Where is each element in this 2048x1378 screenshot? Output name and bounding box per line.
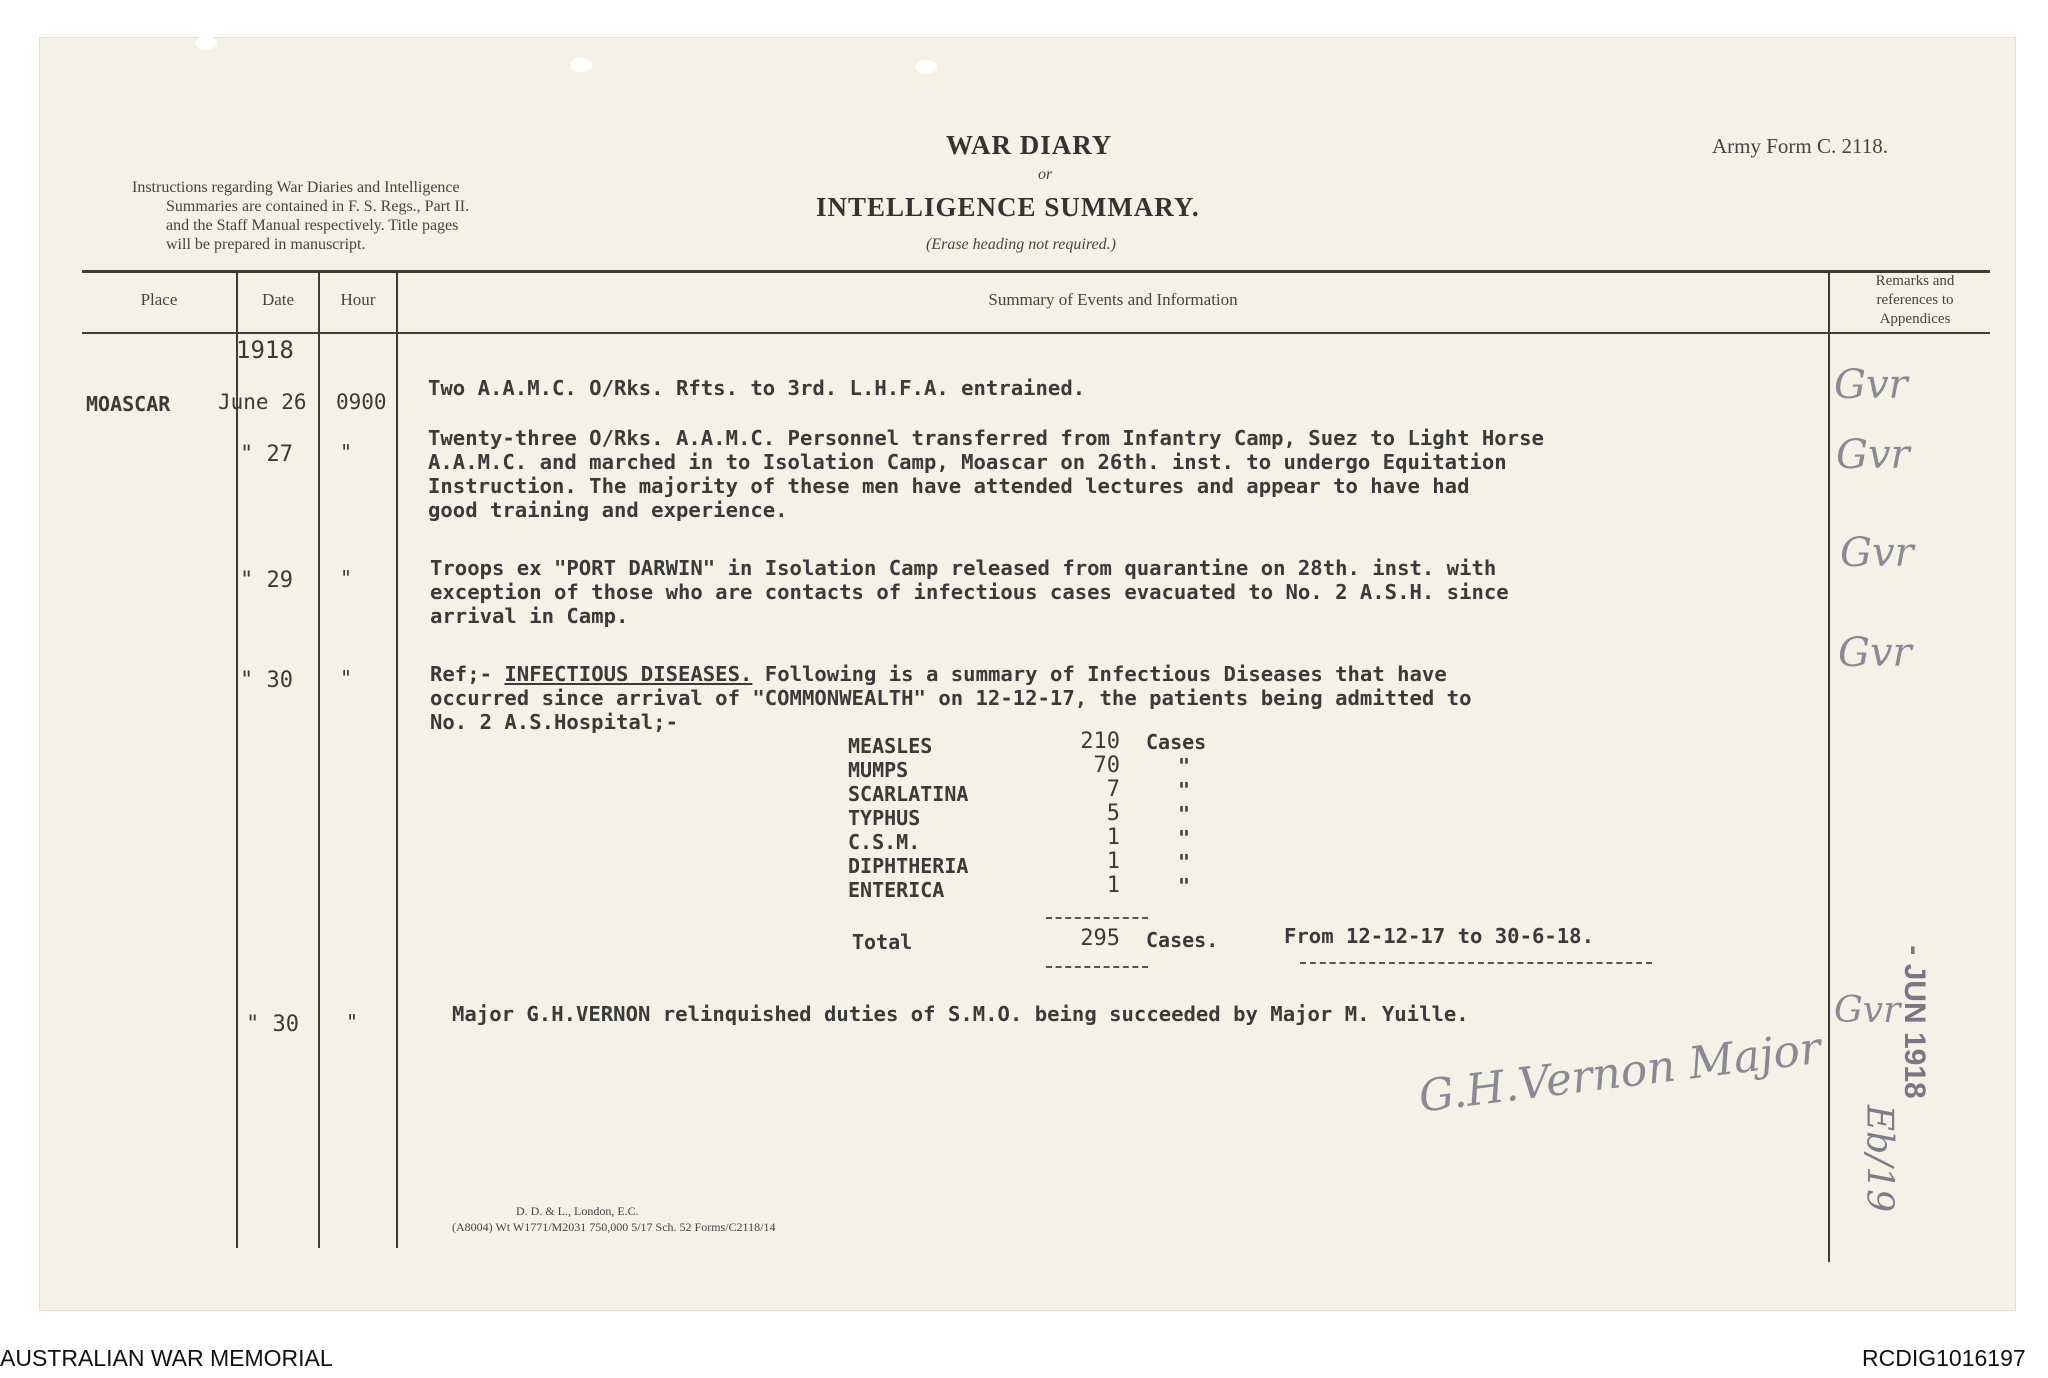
column-header-date: Date [261,290,295,309]
remarks-initials: Gvr [1834,362,1908,408]
disease-name: MEASLES [848,734,933,758]
disease-unit: " [1178,874,1191,898]
entry-line: No. 2 A.S.Hospital;- [430,710,678,734]
disease-count: 1 [1106,873,1120,898]
date-stamp: - JUN 1918 [1898,945,1931,1099]
instructions-line: Instructions regarding War Diaries and Intelligence [132,179,460,196]
total-label: Total [852,930,913,954]
instructions-line: and the Staff Manual respectively. Title pages [166,217,459,234]
punch-hole [570,58,592,72]
column-header-remarks [1830,272,2000,329]
entry-text [428,426,1544,522]
entry-hour: " [340,666,353,690]
printer-imprint: (A8004) Wt W1771/M2031 750,000 5/17 Sch. 52 Forms/C2118/14 [452,1220,776,1234]
disease-unit: " [1178,802,1191,826]
margin-note: Eb/19 [1858,1104,1900,1213]
disease-name: C.S.M. [848,830,921,854]
entry-text: Major G.H.VERNON relinquished duties of S.M.O. being succeeded by Major M. Yuille. [452,1002,1469,1026]
entry-line: occurred since arrival of "COMMONWEALTH" on 12-12-17, the patients being admitted to [430,686,1472,710]
entry-date: " 30 [240,668,293,693]
disease-units [1146,730,1206,898]
entry-line: arrival in Camp. [430,604,629,628]
column-divider [318,272,320,1248]
disease-count: 1 [1106,849,1120,874]
entry-date: " 27 [240,442,293,467]
total-unit: Cases. [1146,928,1219,952]
period-rule [1300,962,1652,964]
table-header-rule [82,332,1990,334]
total-count: 295 [1080,926,1120,951]
disease-unit: Cases [1146,730,1207,754]
table-top-rule [82,270,1990,273]
archive-credit: AUSTRALIAN WAR MEMORIAL [0,1345,333,1371]
entry-line: A.A.M.C. and marched in to Isolation Camp, Moascar on 26th. inst. to undergo Equitation [428,450,1507,474]
entry-line [430,662,1471,686]
column-header-summary: Summary of Events and Information [988,290,1238,309]
instructions-line: will be prepared in manuscript. [166,236,366,253]
remarks-initials: Gvr [1836,432,1910,478]
entry-line: exception of those who are contacts of infectious cases evacuated to No. 2 A.S.H. since [430,580,1509,604]
ref-label: Ref;- [430,662,492,686]
disease-names [848,734,968,902]
remarks-initials: Gvr [1840,530,1914,576]
disease-name: MUMPS [848,758,909,782]
entry-line: Instruction. The majority of these men have attended lectures and appear to have had [428,474,1470,498]
entry-place: MOASCAR [86,392,171,416]
punch-hole [915,60,937,74]
disease-count: 210 [1080,729,1120,754]
page-subtitle: INTELLIGENCE SUMMARY. [816,192,1200,222]
ref-text: Following is a summary of Infectious Diseases that have [764,662,1447,686]
signature: G.H.Vernon Major [1416,1022,1824,1123]
disease-count: 5 [1106,801,1120,826]
disease-count: 7 [1106,777,1120,802]
column-header-place: Place [140,290,178,309]
entry-line: Twenty-three O/Rks. A.A.M.C. Personnel transferred from Infantry Camp, Suez to Light Horse [428,426,1544,450]
remarks-line: Remarks and [1875,273,1955,289]
entry-text [430,556,1509,628]
subtotal-rule [1046,917,1148,919]
entry-hour: " [346,1010,359,1034]
disease-name: TYPHUS [848,806,921,830]
entry-line: good training and experience. [428,498,788,522]
archive-reference: RCDIG1016197 [1862,1345,2026,1371]
column-divider [236,272,238,1248]
entry-text: Two A.A.M.C. O/Rks. Rfts. to 3rd. L.H.F.A. entrained. [428,376,1086,400]
disease-unit: " [1178,778,1191,802]
total-period: From 12-12-17 to 30-6-18. [1284,924,1594,948]
disease-name: DIPHTHERIA [848,854,969,878]
instructions-block [132,178,469,254]
disease-unit: " [1178,754,1191,778]
entry-text [430,662,1471,734]
instructions-line: Summaries are contained in F. S. Regs., Part II. [166,198,470,215]
entry-line: Troops ex "PORT DARWIN" in Isolation Camp released from quarantine on 28th. inst. with [430,556,1497,580]
page-title: WAR DIARY [946,130,1113,160]
disease-name: SCARLATINA [848,782,969,806]
entry-hour: " [340,440,353,464]
disease-count: 1 [1106,825,1120,850]
remarks-line: Appendices [1879,311,1951,327]
disease-unit: " [1178,850,1191,874]
total-rule [1046,966,1148,968]
column-header-hour: Hour [340,290,376,309]
entry-date: " 29 [240,568,293,593]
column-divider [396,272,398,1248]
disease-name: ENTERICA [848,878,945,902]
ref-heading: INFECTIOUS DISEASES. [504,662,753,686]
title-or: or [1038,166,1053,183]
entry-date: " 30 [246,1012,299,1037]
army-form-number: Army Form C. 2118. [1712,134,1888,158]
disease-count: 70 [1093,753,1120,778]
remarks-initials: Gvr [1838,630,1912,676]
entry-date: June 26 [218,390,307,414]
year-label: 1918 [236,336,294,364]
printer-imprint: D. D. & L., London, E.C. [516,1204,639,1218]
entry-hour: " [340,566,353,590]
punch-hole [195,36,217,50]
column-divider [1828,272,1830,1262]
disease-unit: " [1178,826,1191,850]
erase-note: (Erase heading not required.) [926,236,1116,253]
remarks-line: references to [1876,292,1954,308]
remarks-initials: Gvr [1834,990,1901,1031]
entry-hour: 0900 [336,390,387,414]
disease-counts [1060,730,1120,898]
